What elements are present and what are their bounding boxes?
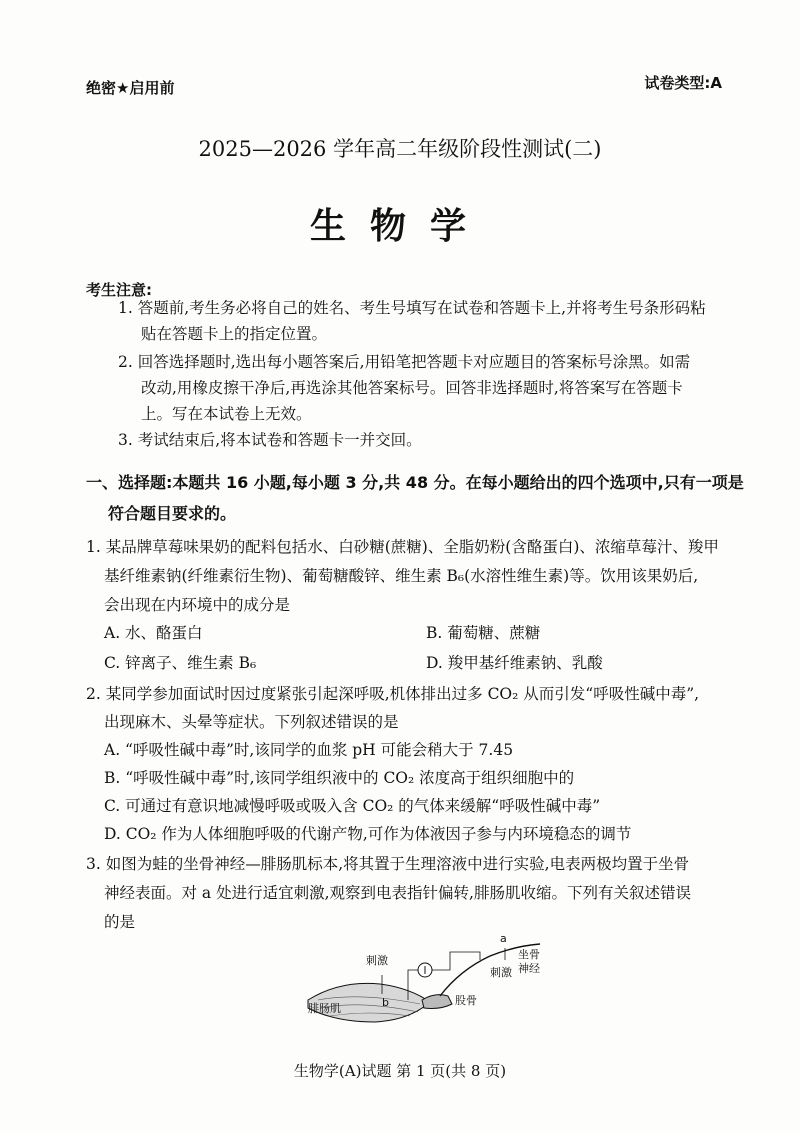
q1-option-d: D. 羧甲基纤维素钠、乳酸 <box>426 654 603 672</box>
notice-item-1-line-1: 1. 答题前,考生务必将自己的姓名、考生号填写在试卷和答题卡上,并将考生号条形码粘 <box>118 299 706 317</box>
exam-title: 2025—2026 学年高二年级阶段性测试(二) <box>198 137 602 161</box>
q2-option-c: C. 可通过有意识地减慢呼吸或吸入含 CO₂ 的气体来缓解“呼吸性碱中毒” <box>104 797 601 815</box>
femur-bone <box>422 995 452 1009</box>
q1-option-a: A. 水、酪蛋白 <box>104 624 203 642</box>
q3-stem-line-1: 3. 如图为蛙的坐骨神经—腓肠肌标本,将其置于生理溶液中进行实验,电表两极均置于坐骨 <box>86 855 690 873</box>
label-stimulus-right: 刺激 <box>490 966 512 979</box>
paper-type: 试卷类型:A <box>644 74 722 92</box>
q1-stem-line-2: 基纤维素钠(纤维素衍生物)、葡萄糖酸锌、维生素 B₆(水溶性维生素)等。饮用该果奶后, <box>104 567 699 585</box>
label-muscle: 腓肠肌 <box>308 1002 341 1015</box>
meter-wires <box>408 952 480 1000</box>
notice-item-2-line-2: 改动,用橡皮擦干净后,再选涂其他答案标号。回答非选择题时,将答案写在答题卡 <box>141 379 683 397</box>
q3-stem-line-2: 神经表面。对 a 处进行适宜刺激,观察到电表指针偏转,腓肠肌收缩。下列有关叙述错误 <box>104 884 691 902</box>
q1-option-c: C. 锌离子、维生素 B₆ <box>104 654 257 672</box>
notice-item-2-line-1: 2. 回答选择题时,选出每小题答案后,用铅笔把答题卡对应题目的答案标号涂黑。如需 <box>118 353 691 371</box>
label-nerve-2: 神经 <box>518 962 540 975</box>
label-femur: 股骨 <box>455 994 477 1007</box>
subject-title: 生物学 <box>309 206 490 247</box>
section-1-heading-line-2: 符合题目要求的。 <box>108 504 237 523</box>
section-1-heading-line-1: 一、选择题:本题共 16 小题,每小题 3 分,共 48 分。在每小题给出的四个选项中,只有一项是 <box>86 473 744 492</box>
label-stimulus-left: 刺激 <box>366 954 388 967</box>
q2-option-a: A. “呼吸性碱中毒”时,该同学的血浆 pH 可能会稍大于 7.45 <box>104 741 514 759</box>
label-a: a <box>500 932 507 945</box>
notice-item-2-line-3: 上。写在本试卷上无效。 <box>141 405 312 423</box>
q1-stem-line-3: 会出现在内环境中的成分是 <box>104 596 291 614</box>
notice-heading: 考生注意: <box>86 281 152 299</box>
notice-item-1-line-2: 贴在答题卡上的指定位置。 <box>141 325 328 343</box>
q3-stem-line-3: 的是 <box>104 913 136 931</box>
q2-stem-line-2: 出现麻木、头晕等症状。下列叙述错误的是 <box>104 713 399 731</box>
nerve-muscle-figure <box>300 930 560 1030</box>
confidential-mark: 绝密★启用前 <box>86 79 175 97</box>
label-b: b <box>382 996 389 1009</box>
page-footer: 生物学(A)试题 第 1 页(共 8 页) <box>293 1062 507 1080</box>
notice-item-3: 3. 考试结束后,将本试卷和答题卡一并交回。 <box>118 431 422 449</box>
q2-option-b: B. “呼吸性碱中毒”时,该同学组织液中的 CO₂ 浓度高于组织细胞中的 <box>104 769 575 787</box>
q1-stem-line-1: 1. 某品牌草莓味果奶的配料包括水、白砂糖(蔗糖)、全脂奶粉(含酪蛋白)、浓缩草莓汁、羧甲 <box>86 538 719 556</box>
label-nerve-1: 坐骨 <box>518 948 540 961</box>
q1-option-b: B. 葡萄糖、蔗糖 <box>426 624 541 642</box>
q2-stem-line-1: 2. 某同学参加面试时因过度紧张引起深呼吸,机体排出过多 CO₂ 从而引发“呼吸性碱中毒”, <box>86 685 700 703</box>
q2-option-d: D. CO₂ 作为人体细胞呼吸的代谢产物,可作为体液因子参与内环境稳态的调节 <box>104 825 632 843</box>
